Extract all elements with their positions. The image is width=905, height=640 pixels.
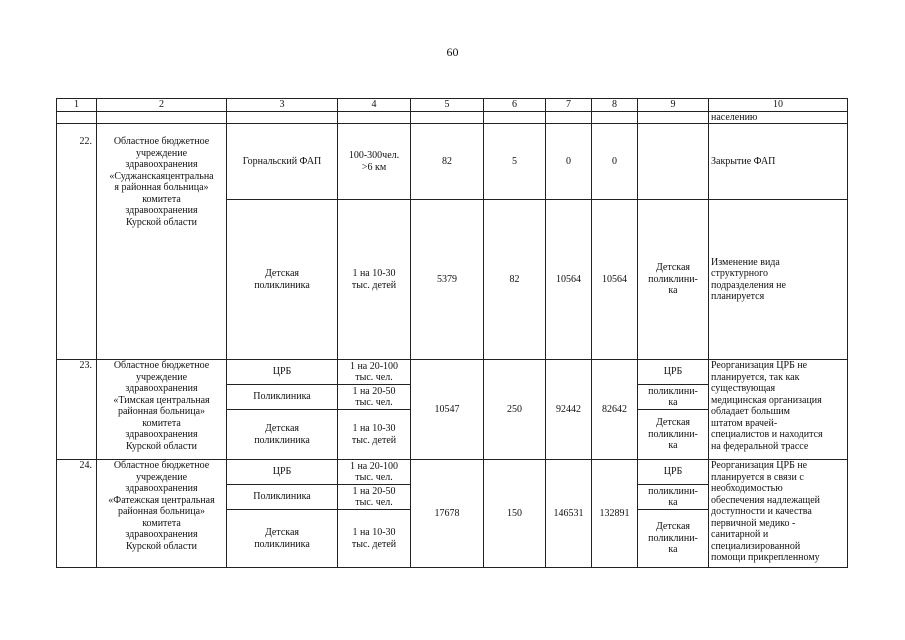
norm-value: 1 на 20-100 тыс. чел. [338, 360, 411, 385]
table-row-24 [57, 460, 848, 485]
row-number: 23. [57, 360, 97, 460]
header-cell: 6 [484, 99, 546, 112]
col9-value: Детская поликлини- ка [638, 510, 709, 568]
header-cell: 10 [709, 99, 848, 112]
norm-value: 1 на 20-100 тыс. чел. [338, 460, 411, 485]
col7-value: 0 [546, 124, 592, 200]
table-row-22 [57, 124, 848, 200]
norm-value: 1 на 10-30 тыс. детей [338, 410, 411, 460]
header-row [57, 99, 848, 112]
row-number: 24. [57, 460, 97, 568]
col9-value: поликлини- ка [638, 485, 709, 510]
norm-value: 1 на 10-30 тыс. детей [338, 510, 411, 568]
header-cell: 5 [411, 99, 484, 112]
col8-value: 0 [592, 124, 638, 200]
col9-value: ЦРБ [638, 360, 709, 385]
col6-value: 5 [484, 124, 546, 200]
header-cell: 9 [638, 99, 709, 112]
comment-text: Реорганизация ЦРБ не планируется в связи с необходимостью обеспечения надлежащей доступности и качества первичной медико - санитарной и специализированной помощи прикрепленному [709, 460, 848, 568]
organization-name: Областное бюджетное учреждение здравоохранения «Суджанскаяцентральна я районная больница» комитета здравоохранения Курской области [97, 124, 227, 360]
col5-value: 82 [411, 124, 484, 200]
comment-text: Реорганизация ЦРБ не планируется, так как существующая медицинская организация обладает большим штатом врачей- специалистов и находится на федеральной трассе [709, 360, 848, 460]
col5-value: 10547 [411, 360, 484, 460]
col9-value: Детская поликлини- ка [638, 200, 709, 360]
table-row-23 [57, 360, 848, 385]
comment-text: Закрытие ФАП [709, 124, 848, 200]
col9-value: ЦРБ [638, 460, 709, 485]
comment-text: Изменение вида структурного подразделения не планируется [709, 200, 848, 360]
subdivision-name: ЦРБ [227, 360, 338, 385]
col7-value: 146531 [546, 460, 592, 568]
subdivision-name: Детская поликлиника [227, 200, 338, 360]
page-number: 60 [446, 45, 459, 59]
organization-name: Областное бюджетное учреждение здравоохранения «Фатежская центральная районная больница» комитета здравоохранения Курской области [97, 460, 227, 568]
header-cell: 7 [546, 99, 592, 112]
col9-value: Детская поликлини- ка [638, 410, 709, 460]
col8-value: 132891 [592, 460, 638, 568]
col6-value: 82 [484, 200, 546, 360]
header-cell: 2 [97, 99, 227, 112]
norm-value: 1 на 20-50 тыс. чел. [338, 385, 411, 410]
col5-value: 5379 [411, 200, 484, 360]
col8-value: 82642 [592, 360, 638, 460]
norm-value: 1 на 20-50 тыс. чел. [338, 485, 411, 510]
subdivision-name: Детская поликлиника [227, 510, 338, 568]
subdivision-name: Поликлиника [227, 385, 338, 410]
col8-value: 10564 [592, 200, 638, 360]
continuation-text: населению [709, 111, 848, 124]
subdivision-name: Горнальский ФАП [227, 124, 338, 200]
organization-name: Областное бюджетное учреждение здравоохранения «Тимская центральная районная больница» комитета здравоохранения Курской области [97, 360, 227, 460]
col7-value: 92442 [546, 360, 592, 460]
continuation-row [57, 111, 848, 124]
subdivision-name: ЦРБ [227, 460, 338, 485]
header-cell: 1 [57, 99, 97, 112]
subdivision-name: Поликлиника [227, 485, 338, 510]
col7-value: 10564 [546, 200, 592, 360]
col6-value: 250 [484, 360, 546, 460]
header-cell: 3 [227, 99, 338, 112]
norm-value: 100-300чел. >6 км [338, 124, 411, 200]
norm-value: 1 на 10-30 тыс. детей [338, 200, 411, 360]
data-table [56, 98, 848, 568]
col9-value [638, 124, 709, 200]
col9-value: поликлини- ка [638, 385, 709, 410]
header-cell: 4 [338, 99, 411, 112]
col5-value: 17678 [411, 460, 484, 568]
row-number: 22. [57, 124, 97, 360]
col6-value: 150 [484, 460, 546, 568]
subdivision-name: Детская поликлиника [227, 410, 338, 460]
header-cell: 8 [592, 99, 638, 112]
